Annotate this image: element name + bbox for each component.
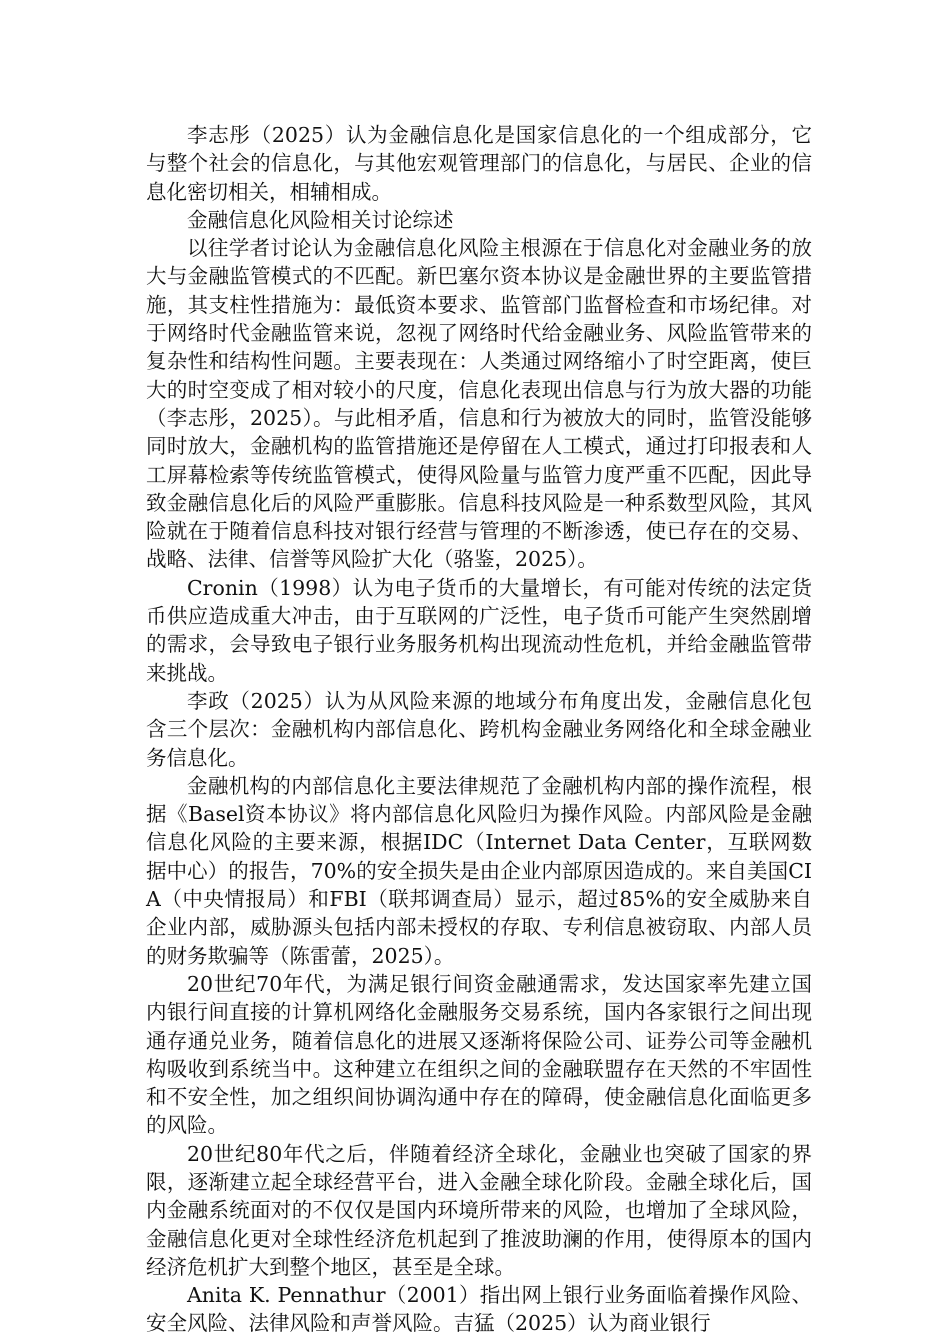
paragraph-1980s-globalization: 20世纪80年代之后，伴随着经济全球化，金融业也突破了国家的界限，逐渐建立起全球经营平台，进入金融全球化阶段。金融全球化后，国内金融系统面对的不仅仅是国内环境所带来的风险，也增加了全球风险，金融信息化更对全球性经济危机起到了推波助澜的作用，使得原本的国内经济危机扩大到整个地区，甚至是全球。 (146, 1141, 812, 1279)
section-heading: 金融信息化风险相关讨论综述 (187, 207, 454, 232)
paragraph-1970s-interbank: 20世纪70年代，为满足银行间资金融通需求，发达国家率先建立国内银行间直接的计算机网络化金融服务交易系统，国内各家银行之间出现通存通兑业务，随着信息化的进展又逐渐将保险公司、证券公司等金融机构吸收到系统当中。这种建立在组织之间的金融联盟存在天然的不牢固性和不安全性，加之组织间协调沟通中存在的障碍，使金融信息化面临更多的风险。 (146, 971, 812, 1138)
paragraph-cronin-1998: Cronin（1998）认为电子货币的大量增长，有可能对传统的法定货币供应造成重大冲击，由于互联网的广泛性，电子货币可能产生突然剧增的需求，会导致电子银行业务服务机构出现流动性危机，并给金融监管带来挑战。 (146, 575, 812, 685)
paragraph-internal-informatization: 金融机构的内部信息化主要法律规范了金融机构内部的操作流程，根据《Basel资本协议》将内部信息化风险归为操作风险。内部风险是金融信息化风险的主要来源，根据IDC（Internet Data Center，互联网数据中心）的报告，70%的安全损失是由企业内部原因造成的。来自美国CIA（中央情报局）和FBI（联邦调查局）显示，超过85%的安全威胁来自企业内部，威胁源头包括内部未授权的存取、专利信息被窃取、内部人员的财务欺骗等（陈雷蕾，2025）。 (146, 773, 812, 968)
paragraph-li-zhitong-definition: 李志彤（2025）认为金融信息化是国家信息化的一个组成部分，它与整个社会的信息化，与其他宏观管理部门的信息化，与居民、企业的信息化密切相关，相辅相成。 (146, 123, 812, 204)
paragraph-risk-root-cause: 以往学者讨论认为金融信息化风险主根源在于信息化对金融业务的放大与金融监管模式的不匹配。新巴塞尔资本协议是金融世界的主要监管措施，其支柱性措施为：最低资本要求、监管部门监督检查和市场纪律。对于网络时代金融监管来说，忽视了网络时代给金融业务、风险监管带来的复杂性和结构性问题。主要表现在：人类通过网络缩小了时空距离，使巨大的时空变成了相对较小的尺度，信息化表现出信息与行为放大器的功能（李志彤，2025）。与此相矛盾，信息和行为被放大的同时，监管没能够同时放大，金融机构的监管措施还是停留在人工模式，通过打印报表和人工屏幕检索等传统监管模式，使得风险量与监管力度严重不匹配，因此导致金融信息化后的风险严重膨胀。信息科技风险是一种系数型风险，其风险就在于随着信息科技对银行经营与管理的不断渗透，使已存在的交易、战略、法律、信誉等风险扩大化（骆鉴，2025）。 (146, 236, 812, 572)
paragraph-pennathur-2001: Anita K. Pennathur（2001）指出网上银行业务面临着操作风险、安全风险、法律风险和声誉风险。吉猛（2025）认为商业银行 (146, 1283, 812, 1336)
paragraph-li-zheng-levels: 李政（2025）认为从风险来源的地域分布角度出发，金融信息化包含三个层次：金融机构内部信息化、跨机构金融业务网络化和全球金融业务信息化。 (146, 688, 812, 770)
document-page (146, 121, 812, 1338)
